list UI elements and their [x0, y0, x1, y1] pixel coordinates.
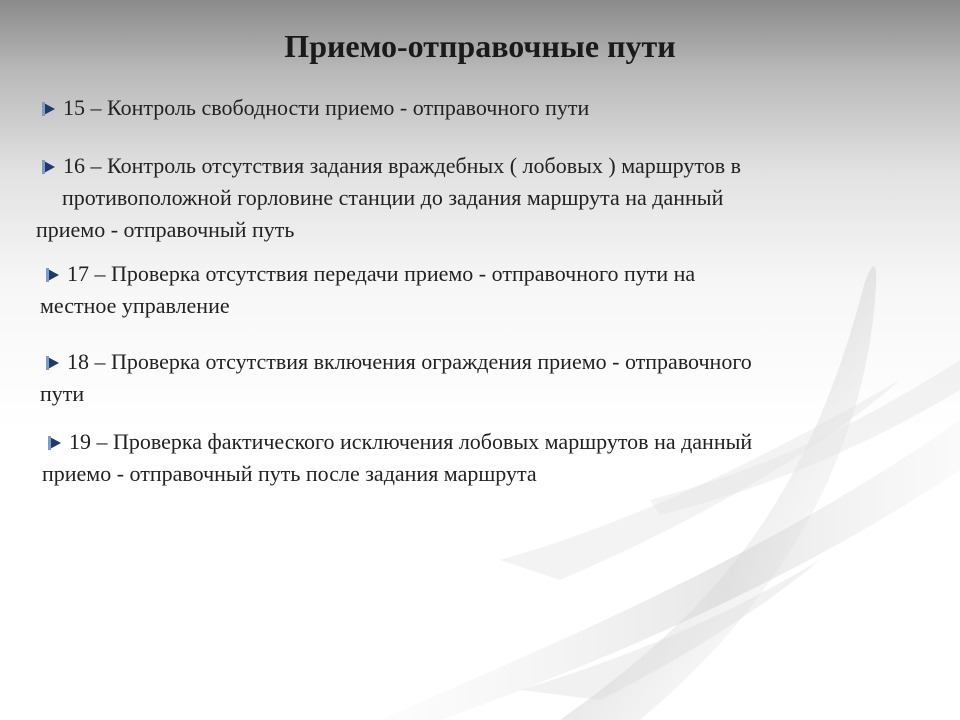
list-item-line: приемо - отправочный путь — [36, 217, 295, 242]
slide-title: Приемо-отправочные пути — [284, 28, 676, 64]
list-item-line: противоположной горловине станции до задания маршрута на данный — [62, 185, 724, 210]
list-item — [36, 150, 741, 246]
list-item-text: 16 – Контроль отсутствия задания враждебных ( лобовых ) маршрутов в — [63, 153, 741, 178]
triangle-bullet-icon — [42, 160, 55, 174]
list-item-text: 17 – Проверка отсутствия передачи приемо - отправочного пути на — [67, 261, 696, 286]
list-item-line: местное управление — [40, 293, 230, 318]
list-item-text: 18 – Проверка отсутствия включения ограждения приемо - отправочного — [67, 349, 752, 374]
list-item-text: 19 – Проверка фактического исключения лобовых маршрутов на данный — [69, 429, 753, 454]
list-item-line — [36, 150, 741, 182]
triangle-bullet-icon — [42, 102, 55, 116]
triangle-bullet-icon — [46, 356, 59, 370]
triangle-bullet-icon — [46, 268, 59, 282]
list-item-text: 15 – Контроль свободности приемо - отправочного пути — [63, 95, 590, 120]
list-item-line: приемо - отправочный путь после задания маршрута — [42, 461, 537, 486]
list-item — [40, 346, 752, 410]
list-item-line — [42, 426, 752, 458]
list-item-line — [42, 92, 589, 124]
list-item-line: пути — [40, 381, 85, 406]
list-item — [42, 426, 752, 490]
list-item-line — [40, 346, 752, 378]
list-item — [40, 258, 695, 322]
list-item — [42, 92, 589, 124]
list-item-line — [40, 258, 695, 290]
triangle-bullet-icon — [48, 436, 61, 450]
